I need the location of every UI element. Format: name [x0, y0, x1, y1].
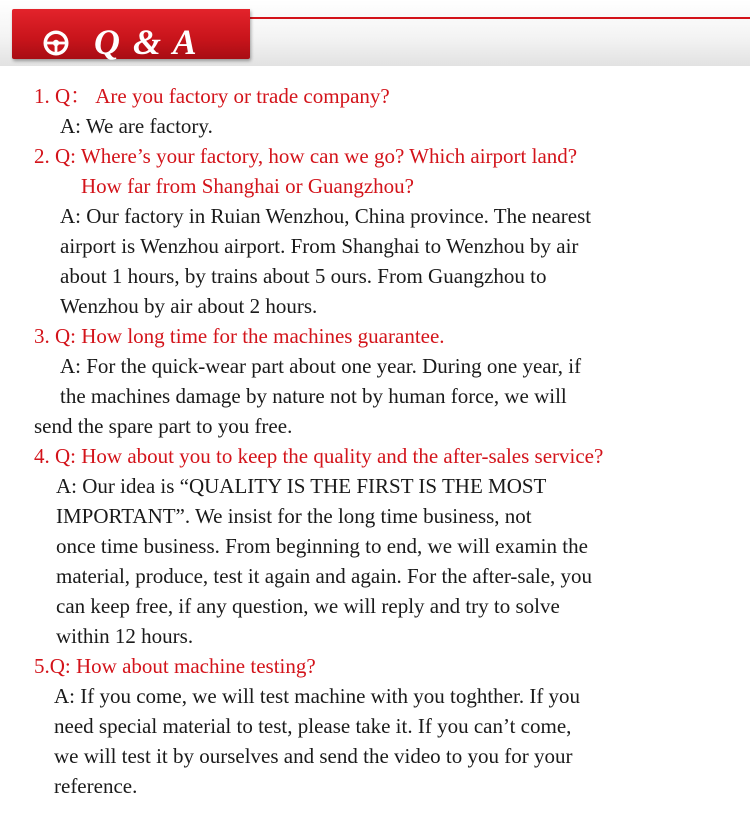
answer-5-line-1: A: If you come, we will test machine with you toghther. If you	[54, 684, 581, 708]
answer-4-line-2: IMPORTANT”. We insist for the long time business, not	[56, 504, 532, 528]
answer-2-line-2: airport is Wenzhou airport. From Shanghai to Wenzhou by air	[60, 234, 579, 258]
answer-2-line-3: about 1 hours, by trains about 5 ours. From Guangzhou to	[60, 264, 547, 288]
answer-4-line-6: within 12 hours.	[56, 624, 194, 648]
answer-5-line-3: we will test it by ourselves and send the video to you for your	[54, 744, 573, 768]
qa-header	[0, 0, 750, 66]
answer-5-line-4: reference.	[54, 774, 138, 798]
header-tab	[12, 9, 250, 62]
answer-3-line-2: the machines damage by nature not by human force, we will	[60, 384, 567, 408]
question-2-line-1: 2. Q: Where’s your factory, how can we go? Which airport land?	[34, 144, 578, 168]
answer-4-line-4: material, produce, test it again and again. For the after-sale, you	[56, 564, 593, 588]
question-2-line-2: How far from Shanghai or Guangzhou?	[81, 174, 414, 198]
answer-3-line-3: send the spare part to you free.	[34, 414, 293, 438]
page-title: Q & A	[94, 22, 199, 62]
answer-2-line-4: Wenzhou by air about 2 hours.	[60, 294, 318, 318]
question-5: 5.Q: How about machine testing?	[34, 654, 316, 678]
answer-4-line-1: A: Our idea is “QUALITY IS THE FIRST IS THE MOST	[56, 474, 547, 498]
answer-3-line-1: A: For the quick-wear part about one year. During one year, if	[60, 354, 582, 378]
answer-4-line-5: can keep free, if any question, we will reply and try to solve	[56, 594, 560, 618]
question-1: 1. Q： Are you factory or trade company?	[34, 84, 390, 108]
question-3: 3. Q: How long time for the machines guarantee.	[34, 324, 445, 348]
answer-4-line-3: once time business. From beginning to end, we will examin the	[56, 534, 588, 558]
answer-2-line-1: A: Our factory in Ruian Wenzhou, China province. The nearest	[60, 204, 592, 228]
steering-wheel-icon	[42, 29, 70, 57]
header-rule	[240, 17, 750, 19]
question-4: 4. Q: How about you to keep the quality and the after-sales service?	[34, 444, 604, 468]
answer-5-line-2: need special material to test, please take it. If you can’t come,	[54, 714, 572, 738]
answer-1-line-1: A: We are factory.	[60, 114, 213, 138]
